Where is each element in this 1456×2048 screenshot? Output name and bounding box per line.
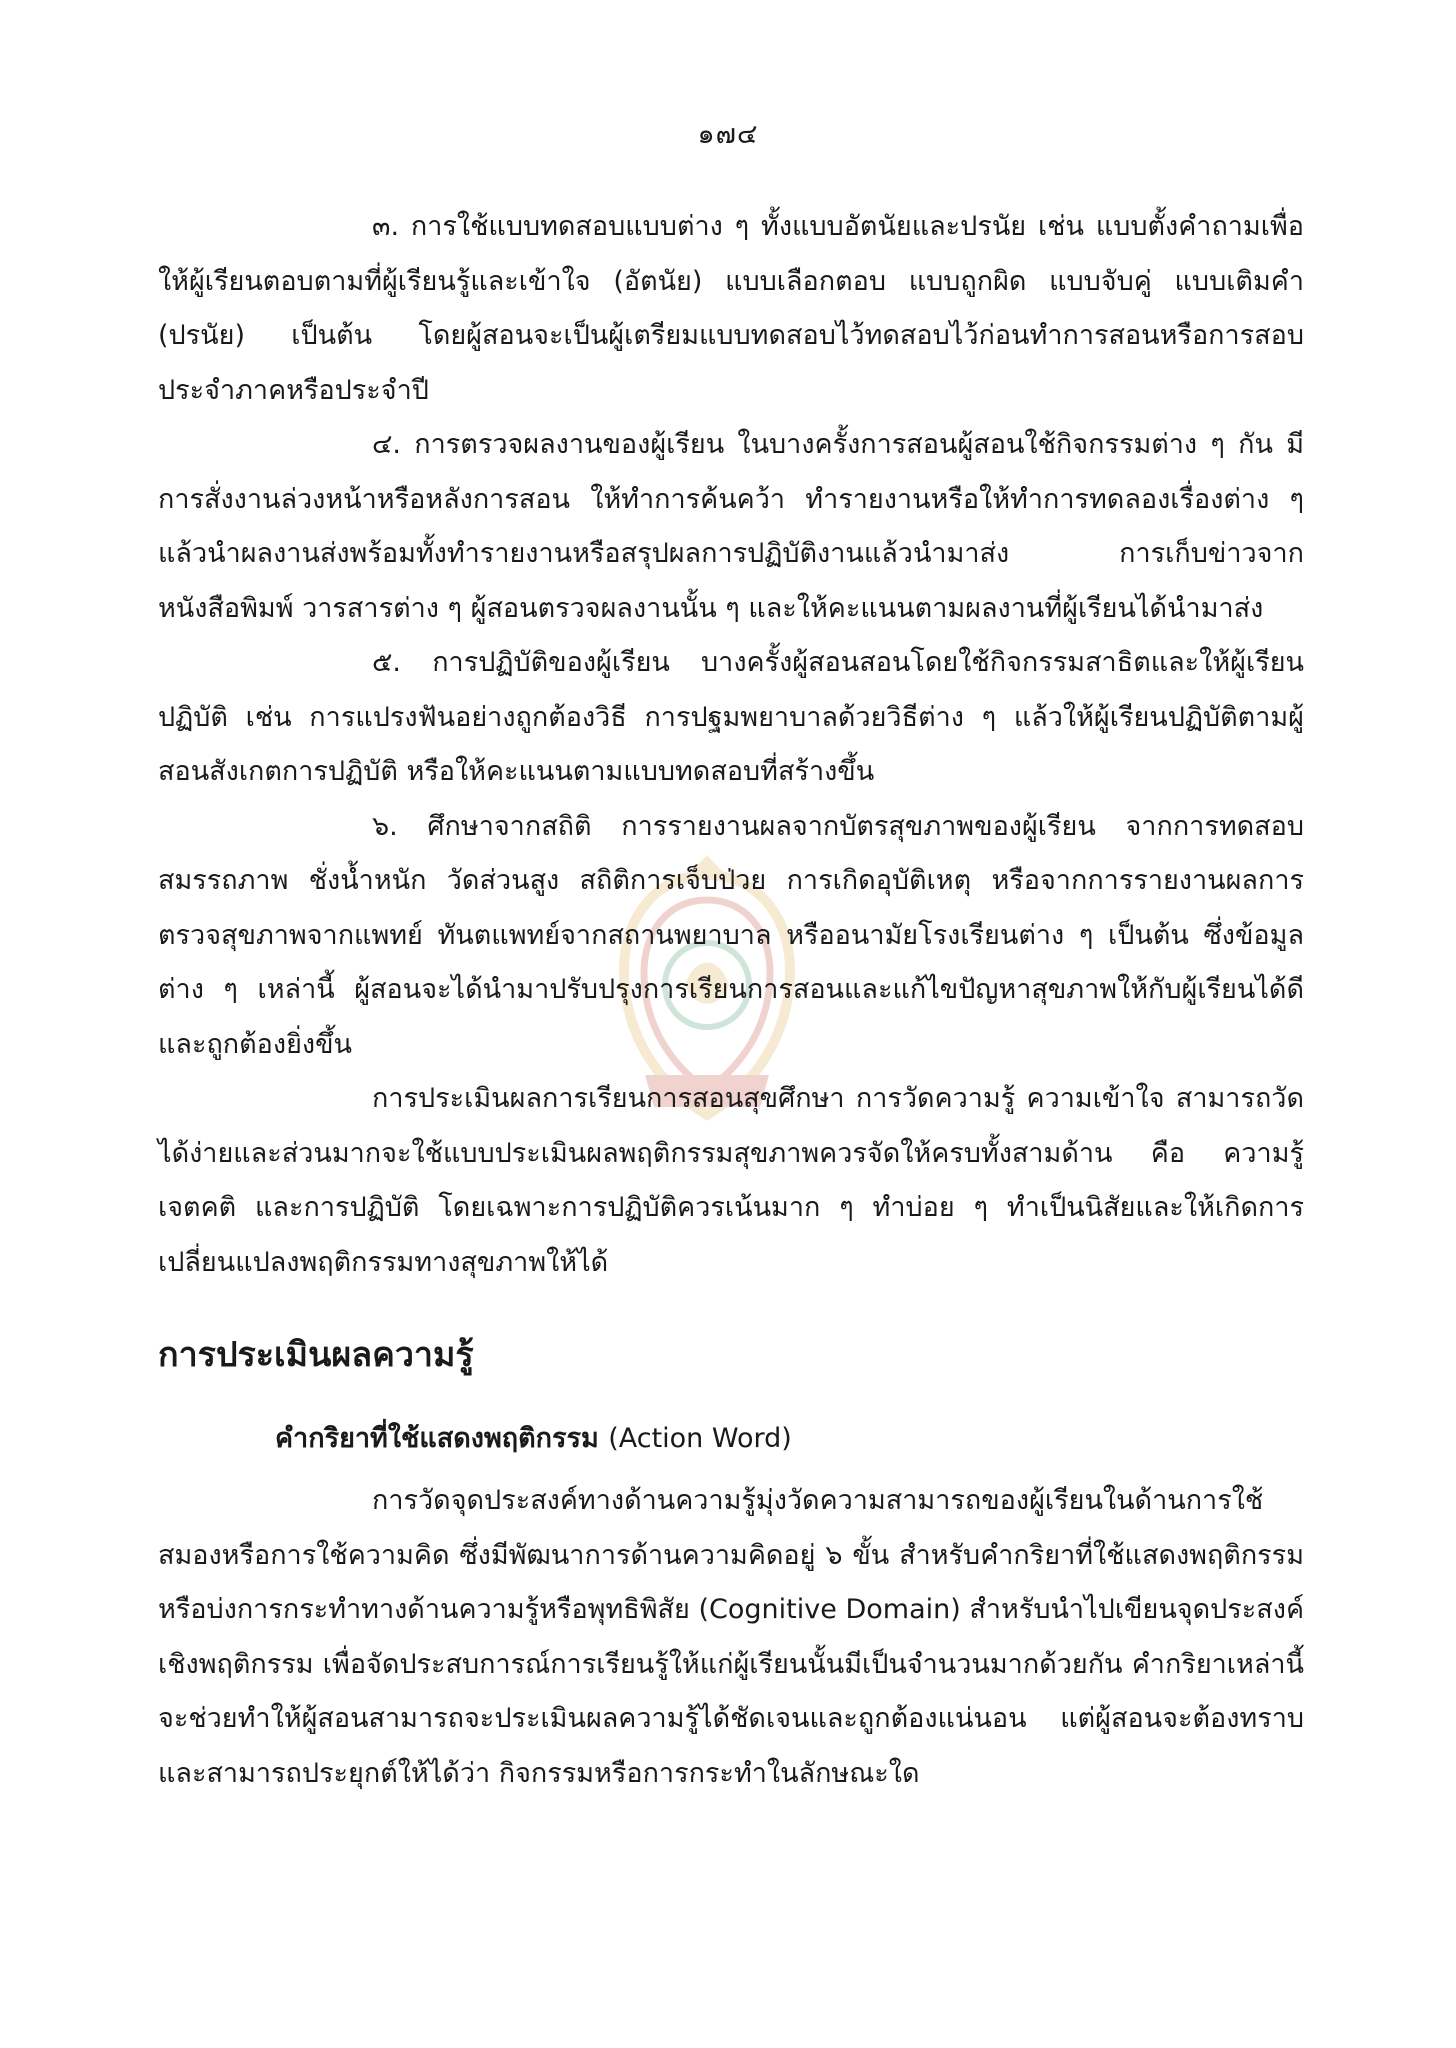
paragraph-item-5: ๕. การปฏิบัติของผู้เรียน บางครั้งผู้สอนสอนโดยใช้กิจกรรมสาธิตและให้ผู้เรียนปฏิบัติ เช่น การแปรงฟันอย่างถูกต้องวิธี การปฐมพยาบาลด้วยวิธีต่าง ๆ แล้วให้ผู้เรียนปฏิบัติตามผู้สอนสังเกตการปฏิบัติ หรือให้คะแนนตามแบบทดสอบที่สร้างขึ้น (158, 647, 1304, 787)
paragraph-item-6: ๖. ศึกษาจากสถิติ การรายงานผลจากบัตรสุขภาพของผู้เรียน จากการทดสอบสมรรถภาพ ชั่งน้ำหนัก วัดส่วนสูง สถิติการเจ็บป่วย การเกิดอุบัติเหตุ หรือจากการรายงานผลการตรวจสุขภาพจากแพทย์ ทันตแพทย์จากสถานพยาบาล หรืออนามัยโรงเรียนต่าง ๆ เป็นต้น ซึ่งข้อมูลต่าง ๆ เหล่านี้ ผู้สอนจะได้นำมาปรับปรุงการเรียนการสอนและแก้ไขปัญหาสุขภาพให้กับผู้เรียนได้ดีและถูกต้องยิ่งขึ้น (158, 810, 1304, 1060)
subheading-english: (Action Word) (608, 1423, 792, 1454)
paragraph-evaluation-summary: การประเมินผลการเรียนการสอนสุขศึกษา การวัดความรู้ ความเข้าใจ สามารถวัดได้ง่ายและส่วนมากจะใช้แบบประเมินผลพฤติกรรมสุขภาพควรจัดให้ครบทั้งสามด้าน คือ ความรู้ เจตคติ และการปฏิบัติ โดยเฉพาะการปฏิบัติควรเน้นมาก ๆ ทำบ่อย ๆ ทำเป็นนิสัยและให้เกิดการเปลี่ยนแปลงพฤติกรรมทางสุขภาพให้ได้ (158, 1083, 1304, 1278)
document-content (158, 200, 1304, 1801)
paragraph-cognitive-domain: การวัดจุดประสงค์ทางด้านความรู้มุ่งวัดความสามารถของผู้เรียนในด้านการใช้สมองหรือการใช้ความคิด ซึ่งมีพัฒนาการด้านความคิดอยู่ ๖ ขั้น สำหรับคำกริยาที่ใช้แสดงพฤติกรรมหรือบ่งการกระทำทางด้านความรู้หรือพุทธิพิสัย (Cognitive Domain) สำหรับนำไปเขียนจุดประสงค์เชิงพฤติกรรม เพื่อจัดประสบการณ์การเรียนรู้ให้แก่ผู้เรียนนั้นมีเป็นจำนวนมากด้วยกัน คำกริยาเหล่านี้จะช่วยทำให้ผู้สอนสามารถจะประเมินผลความรู้ได้ชัดเจนและถูกต้องแน่นอน แต่ผู้สอนจะต้องทราบและสามารถประยุกต์ให้ได้ว่า กิจกรรมหรือการกระทำในลักษณะใด (158, 1485, 1304, 1789)
subheading-thai: คำกริยาที่ใช้แสดงพฤติกรรม (275, 1423, 599, 1454)
subheading (158, 1414, 1304, 1464)
paragraph-item-4: ๔. การตรวจผลงานของผู้เรียน ในบางครั้งการสอนผู้สอนใช้กิจกรรมต่าง ๆ กัน มีการสั่งงานล่วงหน้าหรือหลังการสอน ให้ทำการค้นคว้า ทำรายงานหรือให้ทำการทดลองเรื่องต่าง ๆ แล้วนำผลงานส่งพร้อมทั้งทำรายงานหรือสรุปผลการปฏิบัติงานแล้วนำมาส่ง การเก็บข่าวจากหนังสือพิมพ์ วารสารต่าง ๆ ผู้สอนตรวจผลงานนั้น ๆ และให้คะแนนตามผลงานที่ผู้เรียนได้นำมาส่ง (158, 429, 1304, 624)
page-number: ๑๗๔ (697, 119, 759, 150)
paragraph-item-3: ๓. การใช้แบบทดสอบแบบต่าง ๆ ทั้งแบบอัตนัยและปรนัย เช่น แบบตั้งคำถามเพื่อให้ผู้เรียนตอบตามที่ผู้เรียนรู้และเข้าใจ (อัตนัย) แบบเลือกตอบ แบบถูกผิด แบบจับคู่ แบบเติมคำ (ปรนัย) เป็นต้น โดยผู้สอนจะเป็นผู้เตรียมแบบทดสอบไว้ทดสอบไว้ก่อนทำการสอนหรือการสอบประจำภาคหรือประจำปี (158, 211, 1304, 406)
section-heading: การประเมินผลความรู้ (158, 1335, 474, 1375)
